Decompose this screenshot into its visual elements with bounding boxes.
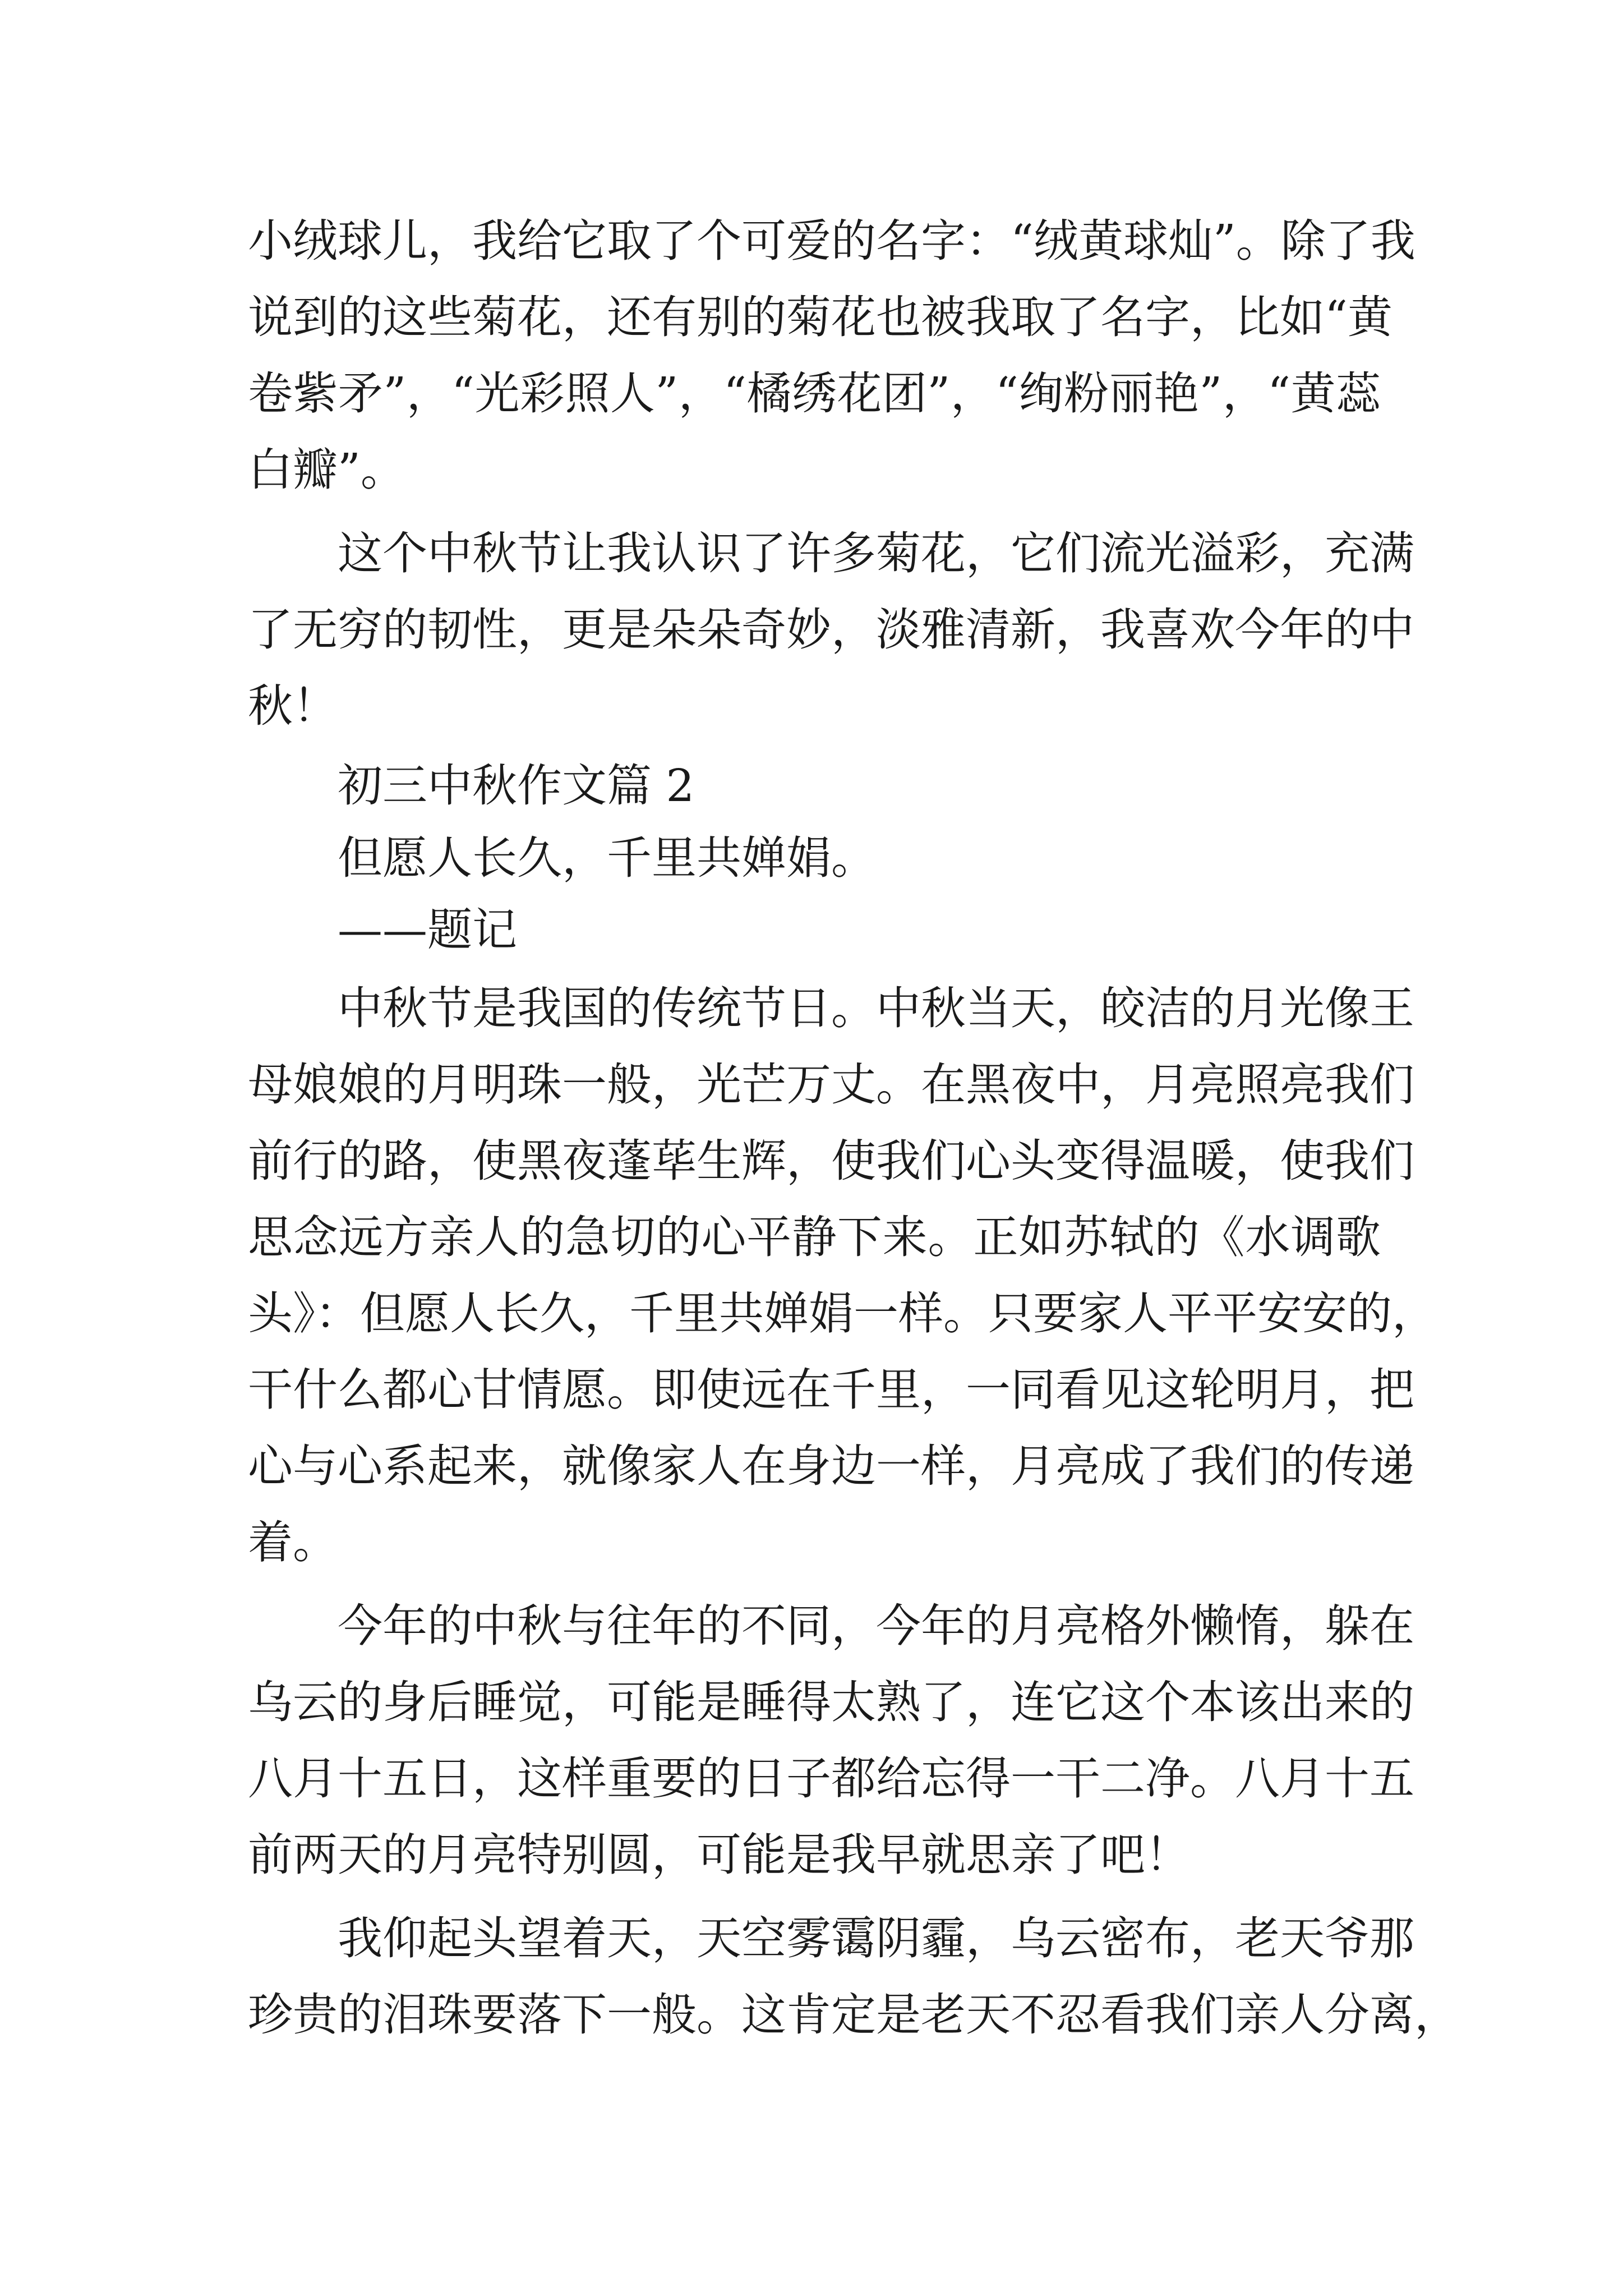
epigraph-attribution: ——题记 xyxy=(338,904,517,956)
text-line: 了无穷的韧性，更是朵朵奇妙，淡雅清新，我喜欢今年的中 xyxy=(248,604,1414,656)
text-line: 珍贵的泪珠要落下一般。这肯定是老天不忍看我们亲人分离， xyxy=(248,1989,1459,2041)
text-line: 着。 xyxy=(248,1516,338,1568)
text-line: 头》：但愿人长久，千里共婵娟一样。只要家人平平安安的， xyxy=(248,1287,1437,1340)
text-line: 说到的这些菊花，还有别的菊花也被我取了名字，比如“黄 xyxy=(248,291,1393,343)
paragraph-first-line: 这个中秋节让我认识了许多菊花，它们流光溢彩，充满 xyxy=(338,527,1414,579)
text-line: 思念远方亲人的急切的心平静下来。正如苏轼的《水调歌 xyxy=(248,1211,1381,1263)
text-line: 心与心系起来，就像家人在身边一样，月亮成了我们的传递 xyxy=(248,1440,1414,1492)
text-line: 秋！ xyxy=(248,680,338,732)
text-line: 八月十五日，这样重要的日子都给忘得一干二净。八月十五 xyxy=(248,1752,1414,1805)
text-line: 母娘娘的月明珠一般，光芒万丈。在黑夜中，月亮照亮我们 xyxy=(248,1059,1414,1111)
text-line: 前两天的月亮特别圆，可能是我早就思亲了吧！ xyxy=(248,1829,1190,1881)
text-line: 白瓣”。 xyxy=(248,444,405,496)
epigraph: 但愿人长久，千里共婵娟。 xyxy=(338,832,876,884)
text-line: 前行的路，使黑夜蓬荜生辉，使我们心头变得温暖，使我们 xyxy=(248,1135,1414,1187)
paragraph-first-line: 我仰起头望着天，天空雾霭阴霾，乌云密布，老天爷那 xyxy=(338,1912,1414,1964)
text-line: 卷紫矛”，“光彩照人”，“橘绣花团”，“绚粉丽艳”，“黄蕊 xyxy=(248,367,1381,420)
text-line: 干什么都心甘情愿。即使远在千里，一同看见这轮明月，把 xyxy=(248,1364,1414,1416)
paragraph-first-line: 中秋节是我国的传统节日。中秋当天，皎洁的月光像王 xyxy=(338,982,1414,1034)
text-line: 乌云的身后睡觉，可能是睡得太熟了，连它这个本该出来的 xyxy=(248,1676,1414,1728)
text-line: 小绒球儿，我给它取了个可爱的名字：“绒黄球灿”。除了我 xyxy=(248,215,1415,267)
section-heading: 初三中秋作文篇 2 xyxy=(338,760,695,812)
paragraph-first-line: 今年的中秋与往年的不同，今年的月亮格外懒惰，躲在 xyxy=(338,1600,1414,1652)
